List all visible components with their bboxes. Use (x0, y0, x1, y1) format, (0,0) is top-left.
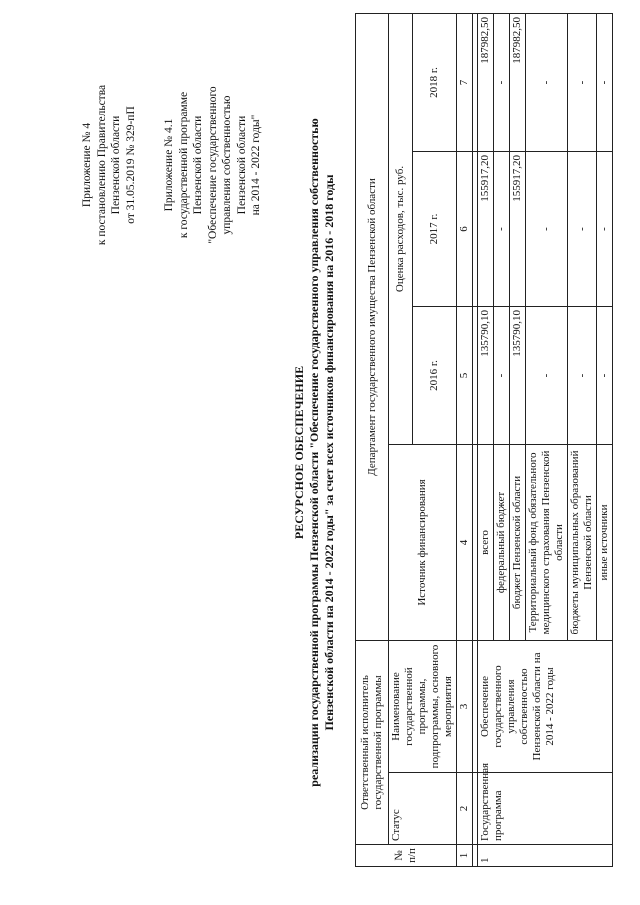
value-2016: - (526, 306, 568, 444)
value-2018: - (526, 13, 568, 151)
row-num: 1 (478, 845, 613, 867)
title-line: реализации государственной программы Пензенской области "Обеспечение государственного управления собственностью (307, 118, 321, 787)
header-num: № п/п (356, 845, 457, 867)
value-2016: - (597, 306, 613, 444)
value-2017: - (568, 151, 597, 306)
index-cell: 4 (457, 444, 473, 640)
value-2016: - (494, 306, 510, 444)
source-name: Территориальный фонд обязательного медицинского страхования Пензенской области (526, 444, 568, 640)
appendix-line: "Обеспечение государственного (206, 86, 219, 244)
appendix-line: управления собственностью (221, 95, 233, 235)
table-row (478, 13, 494, 866)
appendix-line: Пензенской области (110, 115, 122, 215)
appendix-line: от 31.05.2019 № 329-пП (124, 106, 137, 224)
appendix-4-note (80, 45, 138, 285)
source-name: федеральный бюджет (494, 444, 510, 640)
appendix-line: к государственной программе (177, 91, 190, 239)
index-cell: 5 (457, 306, 473, 444)
appendix-line: Пензенской области (235, 115, 248, 215)
header-row (389, 13, 413, 866)
header-status: Статус (389, 773, 457, 845)
value-2018: 187982,50 (478, 13, 494, 151)
header-program-name: Наименование государственной программы, подпрограммы, основного мероприятия (389, 640, 457, 772)
source-name: иные источники (597, 444, 613, 640)
source-name: всего (478, 444, 494, 640)
header-row (356, 13, 389, 866)
header-estimate: Оценка расходов, тыс. руб. (389, 13, 413, 444)
header-department: Департамент государственного имущества Пензенской области (356, 13, 389, 640)
index-cell: 7 (457, 13, 473, 151)
row-program-name: Обеспечение государственного управления собственностью Пензенской области на 2014 - 2022 годы (478, 640, 613, 772)
header-responsible: Ответственный исполнитель государственной программы (356, 640, 389, 844)
index-cell: 3 (457, 640, 473, 772)
value-2018: - (494, 13, 510, 151)
value-2016: 135790,10 (510, 306, 526, 444)
appendix-line: на 2014 - 2022 годы" (250, 114, 262, 216)
index-cell: 6 (457, 151, 473, 306)
column-index-row (457, 13, 473, 866)
header-year-2018: 2018 г. (413, 13, 457, 151)
value-2017: - (494, 151, 510, 306)
header-year-2017: 2017 г. (413, 151, 457, 306)
value-2016: - (568, 306, 597, 444)
title-heading: РЕСУРСНОЕ ОБЕСПЕЧЕНИЕ (292, 365, 306, 540)
resource-table (355, 13, 613, 867)
value-2018: 187982,50 (510, 13, 526, 151)
row-status: Государственная программа (478, 773, 613, 845)
appendix-line: Пензенской области (192, 115, 204, 215)
value-2017: 155917,20 (510, 151, 526, 306)
value-2017: 155917,20 (478, 151, 494, 306)
appendix-line: Приложение № 4.1 (163, 118, 175, 212)
value-2016: 135790,10 (478, 306, 494, 444)
document-title (292, 0, 337, 905)
header-year-2016: 2016 г. (413, 306, 457, 444)
index-cell: 1 (457, 845, 473, 867)
title-line: Пензенской области на 2014 - 2022 годы" за счет всех источников финансирования на 2016 - 2018 годы (322, 174, 336, 731)
value-2018: - (568, 13, 597, 151)
source-name: бюджеты муниципальных образований Пензенской области (568, 444, 597, 640)
index-cell: 2 (457, 773, 473, 845)
source-name: бюджет Пензенской области (510, 444, 526, 640)
appendix-line: Приложение № 4 (81, 122, 93, 208)
appendix-4-1-note (162, 45, 264, 285)
value-2018: - (597, 13, 613, 151)
value-2017: - (597, 151, 613, 306)
value-2017: - (526, 151, 568, 306)
header-source: Источник финансирования (389, 444, 457, 640)
appendix-line: к постановлению Правительства (95, 84, 108, 246)
